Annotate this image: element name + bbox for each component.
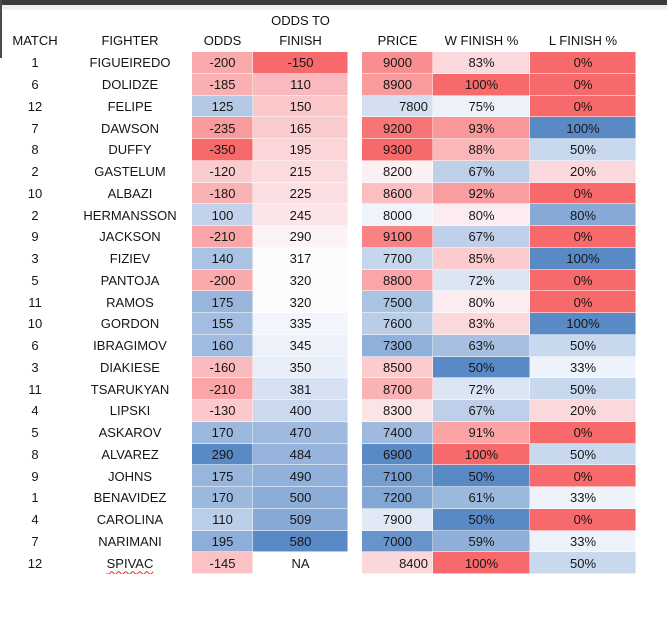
l-finish-cell[interactable]: 50% [530, 552, 636, 574]
w-finish-cell[interactable]: 72% [433, 270, 530, 292]
column-gap [190, 531, 192, 553]
match-cell[interactable]: 9 [31, 468, 39, 484]
price-cell[interactable]: 7700 [362, 248, 433, 270]
fighter-cell-misspelled[interactable]: SPIVAC [106, 555, 154, 571]
l-finish-cell[interactable]: 50% [530, 335, 636, 357]
fighter-cell[interactable]: FIZIEV [109, 251, 151, 267]
odds-cell[interactable]: -130 [192, 400, 253, 422]
fighter-cell[interactable]: ALVAREZ [101, 446, 159, 462]
odds-to-finish-cell[interactable]: 381 [253, 378, 348, 400]
odds-to-finish-cell[interactable]: 500 [253, 487, 348, 509]
l-finish-cell[interactable]: 80% [530, 204, 636, 226]
fighter-cell[interactable]: NARIMANI [98, 533, 162, 549]
column-gap [348, 270, 362, 292]
column-gap [348, 291, 362, 313]
match-cell[interactable]: 6 [31, 338, 39, 354]
match-cell[interactable]: 10 [27, 316, 43, 332]
w-finish-cell[interactable]: 67% [433, 400, 530, 422]
l-finish-cell[interactable]: 0% [530, 291, 636, 313]
column-gap [190, 248, 192, 270]
price-cell[interactable]: 8600 [362, 183, 433, 205]
column-header-price[interactable]: PRICE [377, 33, 418, 48]
odds-to-finish-cell[interactable]: 470 [253, 422, 348, 444]
w-finish-cell[interactable]: 67% [433, 226, 530, 248]
column-gap [348, 444, 362, 466]
price-cell[interactable]: 7500 [362, 291, 433, 313]
l-finish-cell[interactable]: 0% [530, 270, 636, 292]
column-header-match[interactable]: MATCH [12, 33, 58, 48]
l-finish-cell[interactable]: 0% [530, 96, 636, 118]
match-cell[interactable]: 11 [28, 294, 42, 310]
match-cell[interactable]: 10 [27, 185, 43, 201]
w-finish-cell[interactable]: 72% [433, 378, 530, 400]
l-finish-cell[interactable]: 33% [530, 531, 636, 553]
column-gap [348, 117, 362, 139]
l-finish-cell[interactable]: 50% [530, 378, 636, 400]
odds-cell[interactable]: -185 [192, 74, 253, 96]
odds-to-finish-cell[interactable]: 150 [253, 96, 348, 118]
l-finish-cell[interactable]: 50% [530, 139, 636, 161]
column-gap [348, 74, 362, 96]
odds-to-finish-cell[interactable]: NA [291, 555, 310, 571]
w-finish-cell[interactable]: 50% [433, 465, 530, 487]
fighter-cell[interactable]: ASKAROV [98, 425, 162, 441]
l-finish-cell[interactable]: 100% [530, 248, 636, 270]
fighter-cell[interactable]: JACKSON [99, 229, 161, 245]
odds-to-finish-cell[interactable]: 335 [253, 313, 348, 335]
l-finish-cell[interactable]: 0% [530, 74, 636, 96]
w-finish-cell[interactable]: 100% [433, 74, 530, 96]
column-gap [348, 509, 362, 531]
price-cell[interactable]: 7200 [362, 487, 433, 509]
price-cell[interactable]: 7100 [362, 465, 433, 487]
w-finish-cell[interactable]: 92% [433, 183, 530, 205]
column-header-odds[interactable]: ODDS [203, 33, 242, 48]
l-finish-cell[interactable]: 0% [530, 52, 636, 74]
l-finish-cell[interactable]: 50% [530, 444, 636, 466]
match-cell[interactable]: 1 [31, 55, 39, 71]
fighter-cell[interactable]: DAWSON [100, 120, 160, 136]
column-gap [348, 161, 362, 183]
column-gap [348, 52, 362, 74]
w-finish-cell[interactable]: 80% [433, 291, 530, 313]
odds-to-finish-cell[interactable]: 245 [253, 204, 348, 226]
price-cell[interactable]: 9200 [362, 117, 433, 139]
column-header-w-finish[interactable]: W FINISH % [444, 33, 519, 48]
fighter-cell[interactable]: LIPSKI [109, 403, 151, 419]
odds-cell[interactable]: 125 [192, 96, 253, 118]
odds-to-finish-cell[interactable]: 195 [253, 139, 348, 161]
column-gap [190, 270, 192, 292]
l-finish-cell[interactable]: 0% [530, 422, 636, 444]
column-header-fighter[interactable]: FIGHTER [101, 33, 159, 48]
odds-to-finish-cell[interactable]: 345 [253, 335, 348, 357]
w-finish-cell[interactable]: 93% [433, 117, 530, 139]
column-gap [190, 313, 192, 335]
odds-cell[interactable]: 170 [192, 422, 253, 444]
price-cell[interactable]: 8900 [362, 74, 433, 96]
odds-cell[interactable]: -210 [192, 378, 253, 400]
price-cell[interactable]: 6900 [362, 444, 433, 466]
fighter-cell[interactable]: BENAVIDEZ [93, 490, 167, 506]
w-finish-cell[interactable]: 59% [433, 531, 530, 553]
l-finish-cell[interactable]: 20% [530, 161, 636, 183]
odds-to-finish-cell[interactable]: 110 [253, 74, 348, 96]
w-finish-cell[interactable]: 80% [433, 204, 530, 226]
column-gap [348, 204, 362, 226]
price-cell[interactable]: 8800 [362, 270, 433, 292]
column-gap [190, 552, 192, 574]
fighter-cell[interactable]: HERMANSSON [83, 207, 177, 223]
price-cell[interactable]: 7400 [362, 422, 433, 444]
odds-cell[interactable]: -160 [192, 357, 253, 379]
odds-cell[interactable]: -145 [192, 552, 253, 574]
odds-cell[interactable]: 160 [192, 335, 253, 357]
match-cell[interactable]: 6 [31, 77, 39, 93]
odds-to-finish-cell[interactable]: 215 [253, 161, 348, 183]
odds-to-finish-cell[interactable]: 290 [253, 226, 348, 248]
l-finish-cell[interactable]: 33% [530, 357, 636, 379]
column-gap [348, 226, 362, 248]
price-cell[interactable]: 8300 [362, 400, 433, 422]
odds-cell[interactable]: -210 [192, 226, 253, 248]
column-gap [190, 444, 192, 466]
odds-cell[interactable]: 110 [192, 509, 253, 531]
odds-to-finish-cell[interactable]: 490 [253, 465, 348, 487]
fighter-cell[interactable]: DOLIDZE [101, 77, 159, 93]
odds-to-finish-cell[interactable]: -150 [253, 52, 348, 74]
w-finish-cell[interactable]: 100% [433, 444, 530, 466]
odds-cell[interactable]: 170 [192, 487, 253, 509]
odds-cell[interactable]: 195 [192, 531, 253, 553]
column-header-l-finish[interactable]: L FINISH % [548, 33, 618, 48]
column-gap [190, 226, 192, 248]
match-cell[interactable]: 9 [31, 229, 39, 245]
column-gap [348, 422, 362, 444]
match-cell[interactable]: 2 [31, 207, 39, 223]
column-gap [190, 335, 192, 357]
l-finish-cell[interactable]: 0% [530, 465, 636, 487]
column-gap [190, 161, 192, 183]
group-header-odds-to[interactable]: ODDS TO [271, 13, 330, 28]
w-finish-cell[interactable]: 75% [433, 96, 530, 118]
match-cell[interactable]: 4 [31, 512, 39, 528]
odds-cell[interactable]: 175 [192, 465, 253, 487]
fighter-cell[interactable]: GORDON [100, 316, 160, 332]
column-gap [190, 74, 192, 96]
price-cell[interactable]: 9000 [362, 52, 433, 74]
fighter-cell[interactable]: DUFFY [108, 142, 152, 158]
odds-cell[interactable]: 155 [192, 313, 253, 335]
column-gap [190, 509, 192, 531]
l-finish-cell[interactable]: 100% [530, 117, 636, 139]
match-cell[interactable]: 12 [27, 98, 43, 114]
price-cell[interactable]: 7300 [362, 335, 433, 357]
column-gap [190, 422, 192, 444]
price-cell[interactable]: 7000 [362, 531, 433, 553]
column-gap [348, 335, 362, 357]
column-gap [348, 313, 362, 335]
column-gap [348, 487, 362, 509]
odds-cell[interactable]: -350 [192, 139, 253, 161]
column-gap [348, 357, 362, 379]
odds-cell[interactable]: -180 [192, 183, 253, 205]
w-finish-cell[interactable]: 61% [433, 487, 530, 509]
odds-table [0, 12, 636, 574]
column-gap [190, 291, 192, 313]
w-finish-cell[interactable]: 85% [433, 248, 530, 270]
price-cell[interactable]: 9300 [362, 139, 433, 161]
column-gap [190, 52, 192, 74]
odds-to-finish-cell[interactable]: 350 [253, 357, 348, 379]
match-cell[interactable]: 5 [31, 425, 39, 441]
column-gap [190, 400, 192, 422]
fighter-cell[interactable]: PANTOJA [100, 272, 160, 288]
column-gap [190, 139, 192, 161]
column-gap [190, 378, 192, 400]
fighter-cell[interactable]: RAMOS [106, 294, 154, 310]
fighter-cell[interactable]: TSARUKYAN [90, 381, 170, 397]
odds-cell[interactable]: -200 [192, 270, 253, 292]
column-gap [190, 465, 192, 487]
match-cell[interactable]: 7 [31, 533, 39, 549]
fighter-cell[interactable]: FELIPE [107, 98, 153, 114]
odds-cell[interactable]: -200 [192, 52, 253, 74]
column-header-odds-to-finish[interactable]: FINISH [279, 33, 322, 48]
odds-to-finish-cell[interactable]: 165 [253, 117, 348, 139]
w-finish-cell[interactable]: 83% [433, 313, 530, 335]
fighter-cell[interactable]: JOHNS [107, 468, 153, 484]
match-cell[interactable]: 11 [28, 381, 42, 397]
fighter-cell[interactable]: DIAKIESE [100, 359, 160, 375]
price-cell[interactable]: 7600 [362, 313, 433, 335]
w-finish-cell[interactable]: 67% [433, 161, 530, 183]
odds-to-finish-cell[interactable]: 484 [253, 444, 348, 466]
match-cell[interactable]: 12 [27, 555, 43, 571]
column-gap [348, 552, 362, 574]
fighter-cell[interactable]: GASTELUM [94, 164, 166, 180]
odds-cell[interactable]: -235 [192, 117, 253, 139]
odds-to-finish-cell[interactable]: 400 [253, 400, 348, 422]
column-gap [348, 183, 362, 205]
match-cell[interactable]: 3 [31, 251, 39, 267]
odds-to-finish-cell[interactable]: 225 [253, 183, 348, 205]
column-gap [348, 248, 362, 270]
price-cell[interactable]: 8700 [362, 378, 433, 400]
column-gap [348, 378, 362, 400]
fighter-cell[interactable]: ALBAZI [107, 185, 153, 201]
column-gap [348, 400, 362, 422]
w-finish-cell[interactable]: 91% [433, 422, 530, 444]
column-gap [348, 531, 362, 553]
odds-to-finish-cell[interactable]: 509 [253, 509, 348, 531]
price-cell[interactable]: 7800 [362, 96, 433, 118]
match-cell[interactable]: 5 [31, 272, 39, 288]
price-cell[interactable]: 7900 [362, 509, 433, 531]
w-finish-cell[interactable]: 50% [433, 509, 530, 531]
match-cell[interactable]: 3 [31, 359, 39, 375]
column-gap [190, 204, 192, 226]
fighter-cell[interactable]: FIGUEIREDO [89, 55, 171, 71]
price-cell[interactable]: 8400 [362, 552, 433, 574]
column-gap [190, 357, 192, 379]
w-finish-cell[interactable]: 88% [433, 139, 530, 161]
odds-cell[interactable]: 140 [192, 248, 253, 270]
w-finish-cell[interactable]: 100% [433, 552, 530, 574]
l-finish-cell[interactable]: 20% [530, 400, 636, 422]
odds-to-finish-cell[interactable]: 317 [253, 248, 348, 270]
odds-cell[interactable]: -120 [192, 161, 253, 183]
column-gap [190, 183, 192, 205]
match-cell[interactable]: 4 [31, 403, 39, 419]
odds-to-finish-cell[interactable]: 320 [253, 291, 348, 313]
l-finish-cell[interactable]: 0% [530, 509, 636, 531]
match-cell[interactable]: 2 [31, 164, 39, 180]
column-gap [190, 117, 192, 139]
column-gap [190, 487, 192, 509]
window-top-trim [0, 5, 667, 10]
w-finish-cell[interactable]: 63% [433, 335, 530, 357]
column-gap [190, 96, 192, 118]
w-finish-cell[interactable]: 83% [433, 52, 530, 74]
column-gap [348, 139, 362, 161]
l-finish-cell[interactable]: 100% [530, 313, 636, 335]
match-cell[interactable]: 7 [31, 120, 39, 136]
column-gap [348, 96, 362, 118]
price-cell[interactable]: 8500 [362, 357, 433, 379]
odds-cell[interactable]: 100 [192, 204, 253, 226]
odds-cell[interactable]: 290 [192, 444, 253, 466]
fighter-cell[interactable]: CAROLINA [96, 512, 164, 528]
l-finish-cell[interactable]: 0% [530, 226, 636, 248]
odds-to-finish-cell[interactable]: 580 [253, 531, 348, 553]
w-finish-cell[interactable]: 50% [433, 357, 530, 379]
column-gap [348, 465, 362, 487]
price-cell[interactable]: 9100 [362, 226, 433, 248]
price-cell[interactable]: 8000 [362, 204, 433, 226]
odds-to-finish-cell[interactable]: 320 [253, 270, 348, 292]
odds-cell[interactable]: 175 [192, 291, 253, 313]
price-cell[interactable]: 8200 [362, 161, 433, 183]
match-cell[interactable]: 8 [31, 446, 39, 462]
match-cell[interactable]: 1 [31, 490, 39, 506]
match-cell[interactable]: 8 [31, 142, 39, 158]
fighter-cell[interactable]: IBRAGIMOV [93, 338, 167, 354]
l-finish-cell[interactable]: 0% [530, 183, 636, 205]
l-finish-cell[interactable]: 33% [530, 487, 636, 509]
